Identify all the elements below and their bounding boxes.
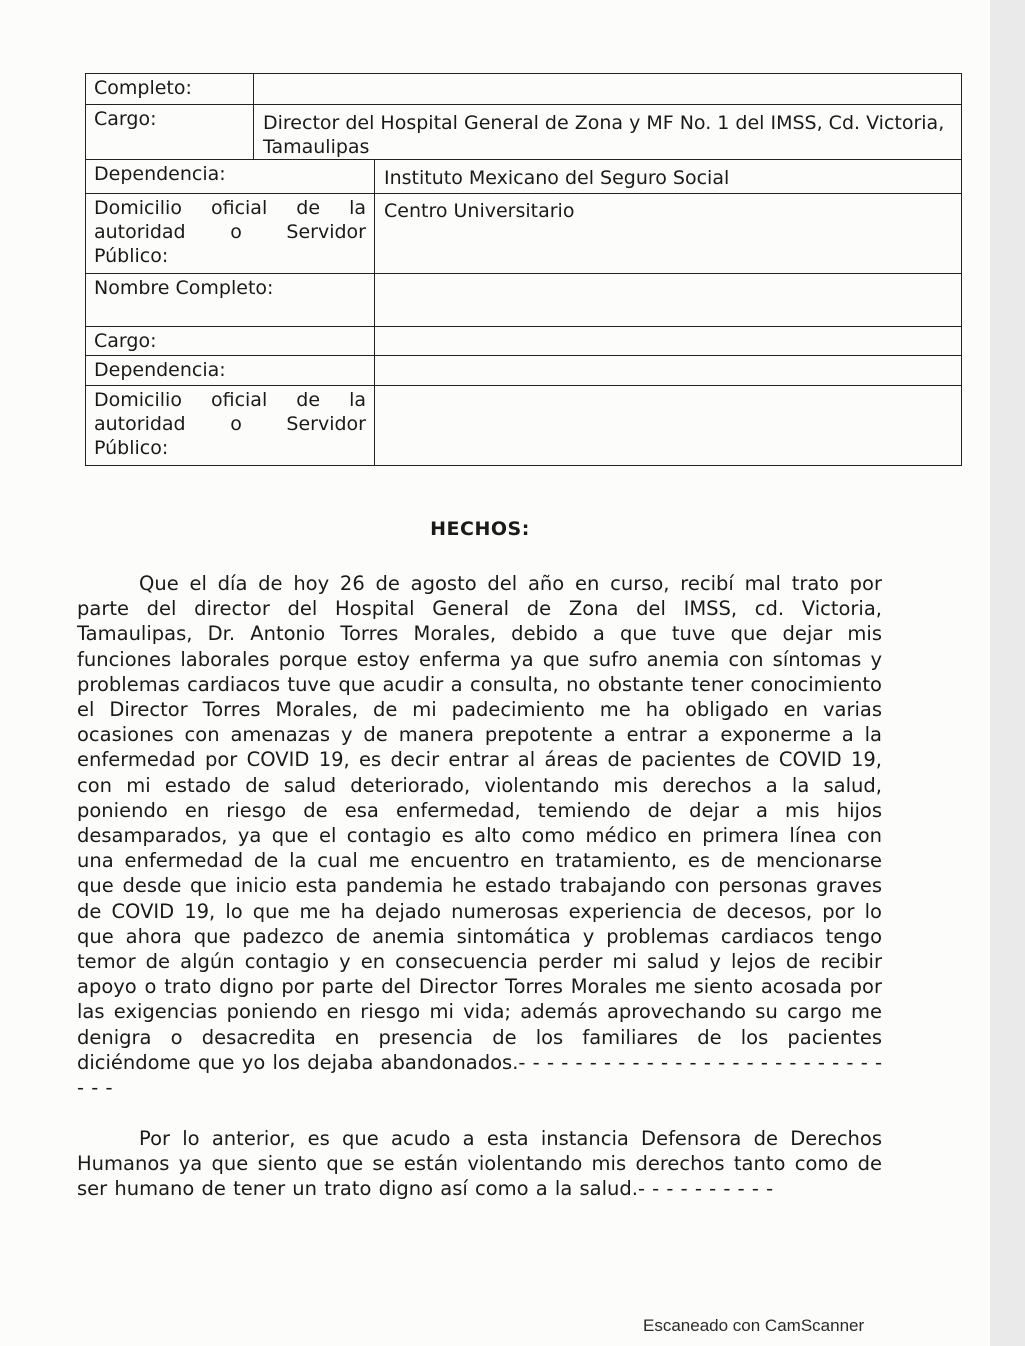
position-value: Director del Hospital General de Zona y MF No. 1 del IMSS, Cd. Victoria, Tamaulipas [254,105,962,160]
table-row [86,105,962,160]
full-name-value-2 [375,274,962,327]
full-name-label: Completo: [86,74,254,105]
full-name-value [254,74,962,105]
table-row [86,274,962,327]
page-edge [990,0,1025,1346]
position-value-2 [375,327,962,356]
table-row [86,194,962,274]
full-name-label-2: Nombre Completo: [86,274,375,327]
office-address-label: Domicilio oficial de la autoridad o Servidor Público: [86,194,375,274]
office-address-label-2: Domicilio oficial de la autoridad o Servidor Público: [86,386,375,466]
facts-paragraph: Que el día de hoy 26 de agosto del año en curso, recibí mal trato por parte del director del Hospital General de Zona del IMSS, cd. Victoria, Tamaulipas, Dr. Antonio Torres Morales, debido a que tuve que dejar mis funciones laborales porque estoy enferma ya que sufro anemia con síntomas y problemas cardiacos tuve que acudir a consulta, no obstante tener conocimiento el Director Torres Morales, de mi padecimiento me ha obligado en varias ocasiones con amenazas y de manera prepotente a entrar a exponerme a la enfermedad por COVID 19, es decir entrar al áreas de pacientes de COVID 19, con mi estado de salud deteriorado, violentando mis derechos a la salud, poniendo en riesgo de esa enfermedad, temiendo de dejar a mis hijos desamparados, ya que el contagio es alto como médico en primera línea con una enfermedad de la cual me encuentro en tratamiento, es de mencionarse que desde que inicio esta pandemia he estado trabajando con personas graves de COVID 19, lo que me ha dejado numerosas experiencia de decesos, por lo que ahora que padezco de anemia sintomática y problemas cardiacos tengo temor de algún contagio y en consecuencia perder mi salud y lejos de recibir apoyo o trato digno por parte del Director Torres Morales me siento acosada por las exigencias poniendo en riesgo mi vida; además aprovechando su cargo me denigra o desacredita en presencia de los familiares de los pacientes diciéndome que yo los dejaba abandonados.- - - - - - - - - - - - - - - - - - - - - - - - - - - - - [77,572,882,1100]
closing-paragraph: Por lo anterior, es que acudo a esta instancia Defensora de Derechos Humanos ya que siento que se están violentando mis derechos tanto como de ser humano de tener un trato digno así como a la salud.- - - - - - - - - - [77,1127,882,1201]
table-row [86,74,962,105]
office-address-value: Centro Universitario [375,194,962,274]
agency-value: Instituto Mexicano del Seguro Social [375,160,962,194]
agency-label-2: Dependencia: [86,356,375,386]
office-address-value-2 [375,386,962,466]
camscanner-watermark: Escaneado con CamScanner [643,1316,865,1335]
facts-heading: HECHOS: [430,518,530,540]
position-label-2: Cargo: [86,327,375,356]
table-row [86,386,962,466]
table-row [86,160,962,194]
table-row [86,356,962,386]
authority-data-table [85,73,962,466]
position-label: Cargo: [86,105,254,160]
agency-label: Dependencia: [86,160,375,194]
table-row [86,327,962,356]
agency-value-2 [375,356,962,386]
